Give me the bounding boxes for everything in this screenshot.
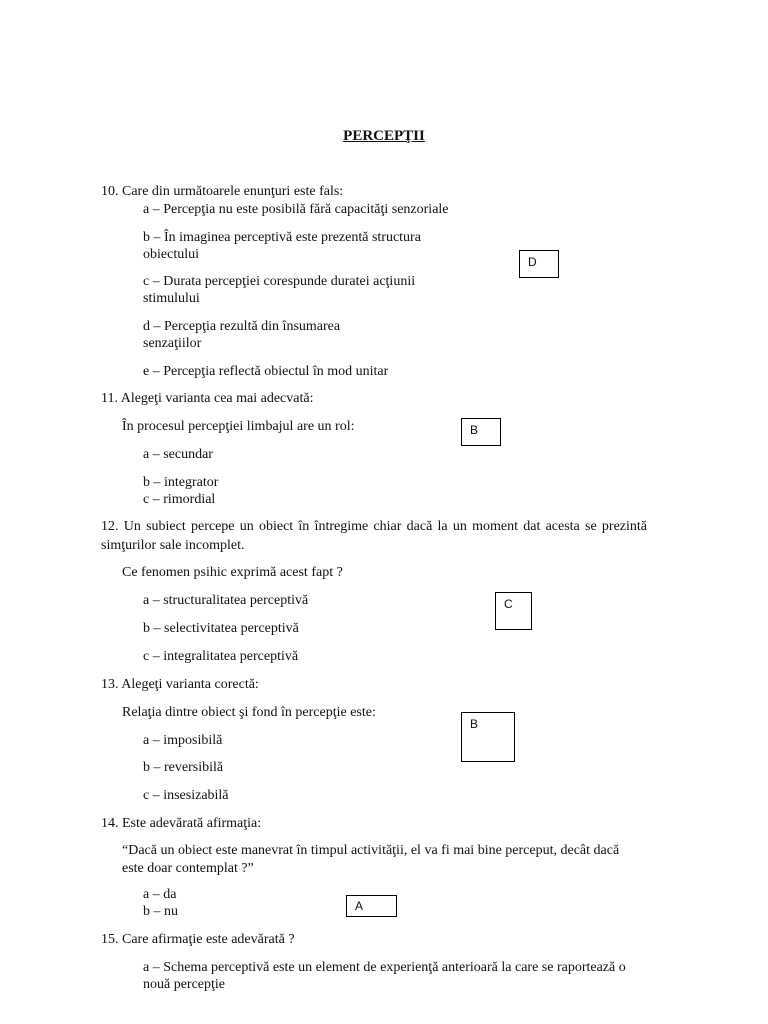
q14-stem-continued: este doar contemplat ?” xyxy=(122,861,254,876)
q10-option-a: a – Percepţia nu este posibilă fără capacităţi senzoriale xyxy=(143,202,449,217)
q13-option-c: c – insesizabilă xyxy=(143,788,229,803)
q10-option-e: e – Percepţia reflectă obiectul în mod unitar xyxy=(143,364,389,379)
q12-option-b: b – selectivitatea perceptivă xyxy=(143,621,299,636)
q14-option-b: b – nu xyxy=(143,904,178,919)
q10-option-c-continued: stimulului xyxy=(143,291,200,306)
question-12: 12. Un subiect percepe un obiect în întregime chiar dacă la un moment dat acesta se prezintă simţurilor sale incomplet. xyxy=(101,519,647,553)
q11-option-b: b – integrator xyxy=(143,475,219,490)
q10-option-d-continued: senzaţiilor xyxy=(143,336,202,351)
q13-option-b: b – reversibilă xyxy=(143,760,224,775)
q10-answer-box: D xyxy=(519,250,559,278)
q10-option-d: d – Percepţia rezultă din însumarea xyxy=(143,319,341,334)
question-11: 11. Alegeţi varianta cea mai adecvată: xyxy=(101,391,314,406)
question-14: 14. Este adevărată afirmaţia: xyxy=(101,816,262,831)
page-title: PERCEPŢII xyxy=(343,128,425,144)
q10-option-b-continued: obiectului xyxy=(143,247,199,262)
q11-stem: În procesul percepţiei limbajul are un rol: xyxy=(122,419,355,434)
q11-option-a: a – secundar xyxy=(143,447,213,462)
q15-option-a: a – Schema perceptivă este un element de experienţă anterioară la care se raportează o xyxy=(143,960,626,975)
question-13: 13. Alegeţi varianta corectă: xyxy=(101,677,259,692)
q10-option-b: b – În imaginea perceptivă este prezentă structura xyxy=(143,230,421,245)
q10-option-c: c – Durata percepţiei corespunde duratei acţiunii xyxy=(143,274,416,289)
q12-stem: Ce fenomen psihic exprimă acest fapt ? xyxy=(122,565,343,580)
q13-stem: Relaţia dintre obiect şi fond în percepţie este: xyxy=(122,705,376,720)
question-15: 15. Care afirmaţie este adevărată ? xyxy=(101,932,295,947)
q14-option-a: a – da xyxy=(143,887,177,902)
q14-stem: “Dacă un obiect este manevrat în timpul activităţii, el va fi mai bine perceput, decât dacă xyxy=(122,843,620,858)
q14-answer-box: A xyxy=(346,895,397,917)
q12-answer-box: C xyxy=(495,592,532,630)
q11-option-c: c – rimordial xyxy=(143,492,216,507)
q15-option-a-continued: nouă percepţie xyxy=(143,977,226,992)
q12-option-a: a – structuralitatea perceptivă xyxy=(143,593,309,608)
question-10: 10. Care din următoarele enunţuri este fals: xyxy=(101,184,344,199)
q12-option-c: c – integralitatea perceptivă xyxy=(143,649,299,664)
q11-answer-box: B xyxy=(461,418,501,446)
q13-answer-box: B xyxy=(461,712,515,762)
q13-option-a: a – imposibilă xyxy=(143,733,223,748)
